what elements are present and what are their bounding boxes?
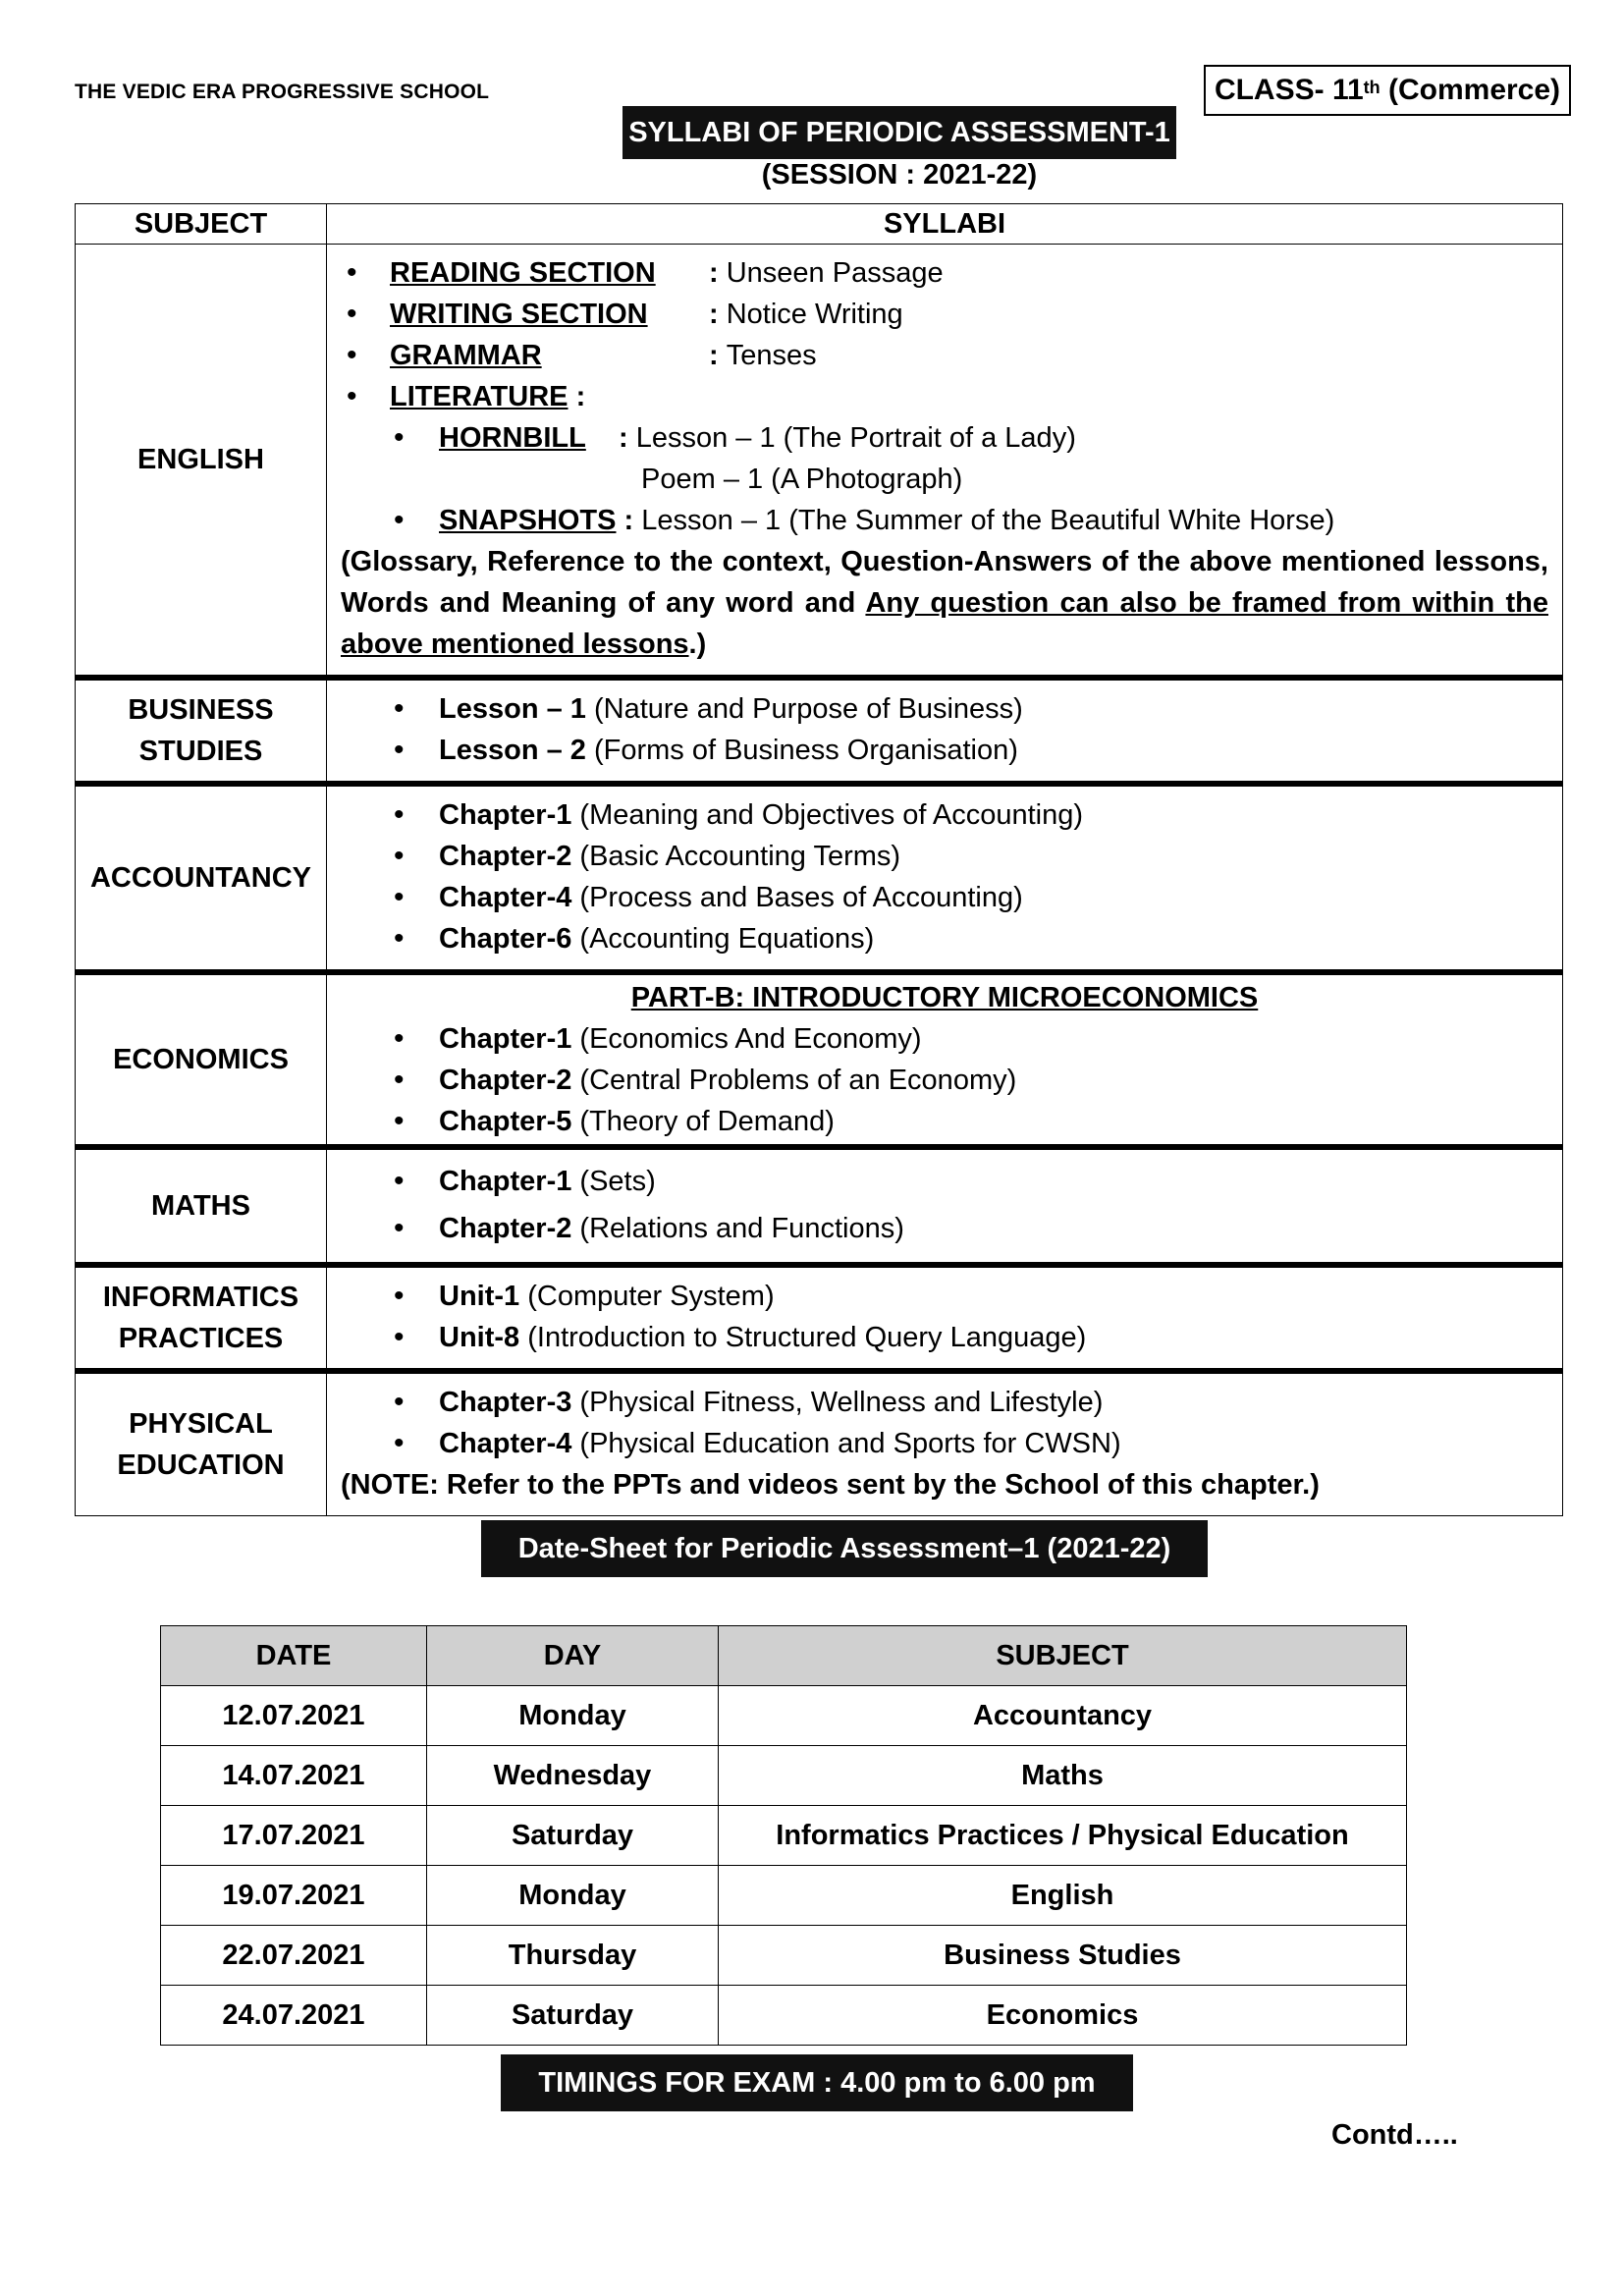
subject-line: EDUCATION	[117, 1449, 285, 1481]
class-superscript: th	[1363, 77, 1380, 97]
column-header-subject: SUBJECT	[76, 204, 327, 245]
item-text: (Economics And Economy)	[571, 1023, 922, 1055]
list-item	[341, 1382, 1548, 1423]
list-item: • READING SECTION : Unseen Passage	[341, 252, 1548, 294]
item-key: Chapter-6	[439, 923, 572, 955]
day-cell: Monday	[427, 1686, 719, 1746]
syllabus-header-row	[76, 204, 1563, 245]
column-header-day: DAY	[427, 1626, 719, 1686]
syllabi-title: SYLLABI OF PERIODIC ASSESSMENT-1	[623, 106, 1176, 159]
reading-section-label: READING SECTION	[390, 257, 656, 289]
subject-cell: English	[719, 1866, 1407, 1926]
item-key: Lesson – 2	[439, 735, 586, 766]
list-item	[341, 1317, 1548, 1358]
item-key: Chapter-1	[439, 799, 572, 831]
exam-timings: TIMINGS FOR EXAM : 4.00 pm to 6.00 pm	[501, 2054, 1133, 2111]
continued-label: Contd…..	[1331, 2119, 1458, 2151]
english-note	[341, 541, 1548, 665]
item-text: (Basic Accounting Terms)	[571, 841, 901, 872]
date-cell: 12.07.2021	[161, 1686, 427, 1746]
datesheet-table	[160, 1625, 1407, 2046]
list-item: • GRAMMAR : Tenses	[341, 335, 1548, 376]
subject-physical-education	[76, 1371, 327, 1516]
syllabus-row-informatics-practices	[76, 1265, 1563, 1371]
syllabi-business-studies	[327, 678, 1563, 784]
date-cell: 24.07.2021	[161, 1986, 427, 2046]
item-key: Lesson – 1	[439, 693, 586, 725]
syllabi-physical-education	[327, 1371, 1563, 1516]
column-header-subject: SUBJECT	[719, 1626, 1407, 1686]
syllabus-row-maths	[76, 1147, 1563, 1265]
writing-section-value: Notice Writing	[726, 299, 903, 330]
syllabi-economics	[327, 972, 1563, 1147]
subject-cell: Accountancy	[719, 1686, 1407, 1746]
table-row	[161, 1986, 1407, 2046]
item-text: (Central Problems of an Economy)	[571, 1065, 1017, 1096]
session-label: (SESSION : 2021-22)	[761, 159, 1038, 191]
list-item	[341, 877, 1548, 918]
item-key: Chapter-2	[439, 1213, 572, 1244]
date-cell: 17.07.2021	[161, 1806, 427, 1866]
snapshots-lesson: Lesson – 1 (The Summer of the Beautiful White Horse)	[641, 505, 1335, 536]
syllabi-informatics-practices	[327, 1265, 1563, 1371]
list-item	[341, 1276, 1548, 1317]
list-item: • WRITING SECTION : Notice Writing	[341, 294, 1548, 335]
table-row	[161, 1746, 1407, 1806]
list-item	[341, 1018, 1548, 1060]
day-cell: Thursday	[427, 1926, 719, 1986]
economics-part-title: PART-B: INTRODUCTORY MICROECONOMICS	[630, 982, 1259, 1013]
list-item	[341, 730, 1548, 771]
subject-cell: Maths	[719, 1746, 1407, 1806]
grammar-label: GRAMMAR	[390, 340, 542, 371]
note-end: .)	[688, 629, 707, 660]
item-text: (Meaning and Objectives of Accounting)	[571, 799, 1084, 831]
school-name: THE VEDIC ERA PROGRESSIVE SCHOOL	[75, 81, 490, 103]
list-item	[341, 1423, 1548, 1464]
syllabus-row-english	[76, 245, 1563, 679]
item-key: Chapter-5	[439, 1106, 572, 1137]
date-cell: 14.07.2021	[161, 1746, 427, 1806]
day-cell: Monday	[427, 1866, 719, 1926]
class-stream: (Commerce)	[1380, 74, 1561, 106]
subject-line: PRACTICES	[118, 1323, 284, 1354]
datesheet-title: Date-Sheet for Periodic Assessment–1 (2021-22)	[481, 1520, 1208, 1577]
subject-accountancy: ACCOUNTANCY	[76, 784, 327, 972]
class-prefix: CLASS- 11	[1214, 74, 1364, 106]
hornbill-label: HORNBILL	[439, 422, 586, 454]
item-text: (Relations and Functions)	[571, 1213, 904, 1244]
list-item	[341, 1060, 1548, 1101]
note-text: (Glossary, Reference to the context, Question-Answers of the above mentioned lessons, Words and Meaning of any word and	[341, 546, 1548, 619]
list-item	[341, 688, 1548, 730]
item-text: (Nature and Purpose of Business)	[585, 693, 1023, 725]
reading-section-value: Unseen Passage	[726, 257, 944, 289]
item-text: (Computer System)	[519, 1281, 775, 1312]
subject-english: ENGLISH	[76, 245, 327, 679]
hornbill-poem: Poem – 1 (A Photograph)	[641, 464, 963, 495]
item-key: Unit-1	[439, 1281, 520, 1312]
class-label	[1204, 65, 1571, 116]
subject-cell: Economics	[719, 1986, 1407, 2046]
datesheet-header-row	[161, 1626, 1407, 1686]
subject-business-studies	[76, 678, 327, 784]
item-text: (Forms of Business Organisation)	[585, 735, 1018, 766]
list-item: • LITERATURE :	[341, 376, 1548, 417]
item-text: (Physical Education and Sports for CWSN)	[571, 1428, 1121, 1459]
subject-cell: Informatics Practices / Physical Education	[719, 1806, 1407, 1866]
syllabus-row-business-studies	[76, 678, 1563, 784]
list-item	[341, 836, 1548, 877]
list-item: • SNAPSHOTS : Lesson – 1 (The Summer of the Beautiful White Horse)	[341, 500, 1548, 541]
date-cell: 19.07.2021	[161, 1866, 427, 1926]
subject-informatics-practices	[76, 1265, 327, 1371]
list-item: • HORNBILL : Lesson – 1 (The Portrait of a Lady)	[341, 417, 1548, 459]
list-item	[341, 1101, 1548, 1142]
list-item	[341, 794, 1548, 836]
subject-line: INFORMATICS	[102, 1282, 299, 1313]
list-item	[341, 1158, 1548, 1205]
table-row	[161, 1926, 1407, 1986]
grammar-value: Tenses	[726, 340, 817, 371]
item-key: Chapter-1	[439, 1023, 572, 1055]
item-text: (Theory of Demand)	[571, 1106, 835, 1137]
subject-line: PHYSICAL	[129, 1408, 273, 1440]
column-header-date: DATE	[161, 1626, 427, 1686]
subject-line: STUDIES	[138, 736, 263, 767]
list-item	[341, 459, 1548, 500]
list-item	[341, 918, 1548, 959]
subject-line: BUSINESS	[128, 694, 274, 726]
day-cell: Wednesday	[427, 1746, 719, 1806]
snapshots-label: SNAPSHOTS	[439, 505, 617, 536]
literature-label: LITERATURE	[390, 381, 568, 412]
list-item	[341, 1205, 1548, 1252]
item-key: Chapter-2	[439, 1065, 572, 1096]
day-cell: Saturday	[427, 1986, 719, 2046]
item-text: (Process and Bases of Accounting)	[571, 882, 1023, 913]
writing-section-label: WRITING SECTION	[390, 299, 648, 330]
item-text: (Sets)	[571, 1166, 656, 1197]
item-text: (Physical Fitness, Wellness and Lifestyle)	[571, 1387, 1104, 1418]
day-cell: Saturday	[427, 1806, 719, 1866]
syllabi-maths	[327, 1147, 1563, 1265]
syllabus-row-accountancy	[76, 784, 1563, 972]
column-header-syllabi: SYLLABI	[327, 204, 1563, 245]
item-key: Chapter-1	[439, 1166, 572, 1197]
syllabi-english	[327, 245, 1563, 679]
item-key: Chapter-2	[439, 841, 572, 872]
item-key: Chapter-4	[439, 1428, 572, 1459]
item-key: Chapter-4	[439, 882, 572, 913]
item-text: (Accounting Equations)	[571, 923, 875, 955]
syllabus-row-economics	[76, 972, 1563, 1147]
item-key: Unit-8	[439, 1322, 520, 1353]
date-cell: 22.07.2021	[161, 1926, 427, 1986]
syllabus-row-physical-education	[76, 1371, 1563, 1516]
subject-cell: Business Studies	[719, 1926, 1407, 1986]
note-underlined-text: Any question can also be framed from within the above mentioned lessons	[341, 587, 1548, 660]
syllabi-accountancy	[327, 784, 1563, 972]
table-row	[161, 1866, 1407, 1926]
subject-economics: ECONOMICS	[76, 972, 327, 1147]
pe-note: (NOTE: Refer to the PPTs and videos sent by the School of this chapter.)	[341, 1469, 1320, 1501]
item-text: (Introduction to Structured Query Language)	[519, 1322, 1087, 1353]
syllabus-table	[75, 203, 1563, 1516]
hornbill-lesson: Lesson – 1 (The Portrait of a Lady)	[635, 422, 1076, 454]
table-row	[161, 1806, 1407, 1866]
item-key: Chapter-3	[439, 1387, 572, 1418]
subject-maths: MATHS	[76, 1147, 327, 1265]
table-row	[161, 1686, 1407, 1746]
